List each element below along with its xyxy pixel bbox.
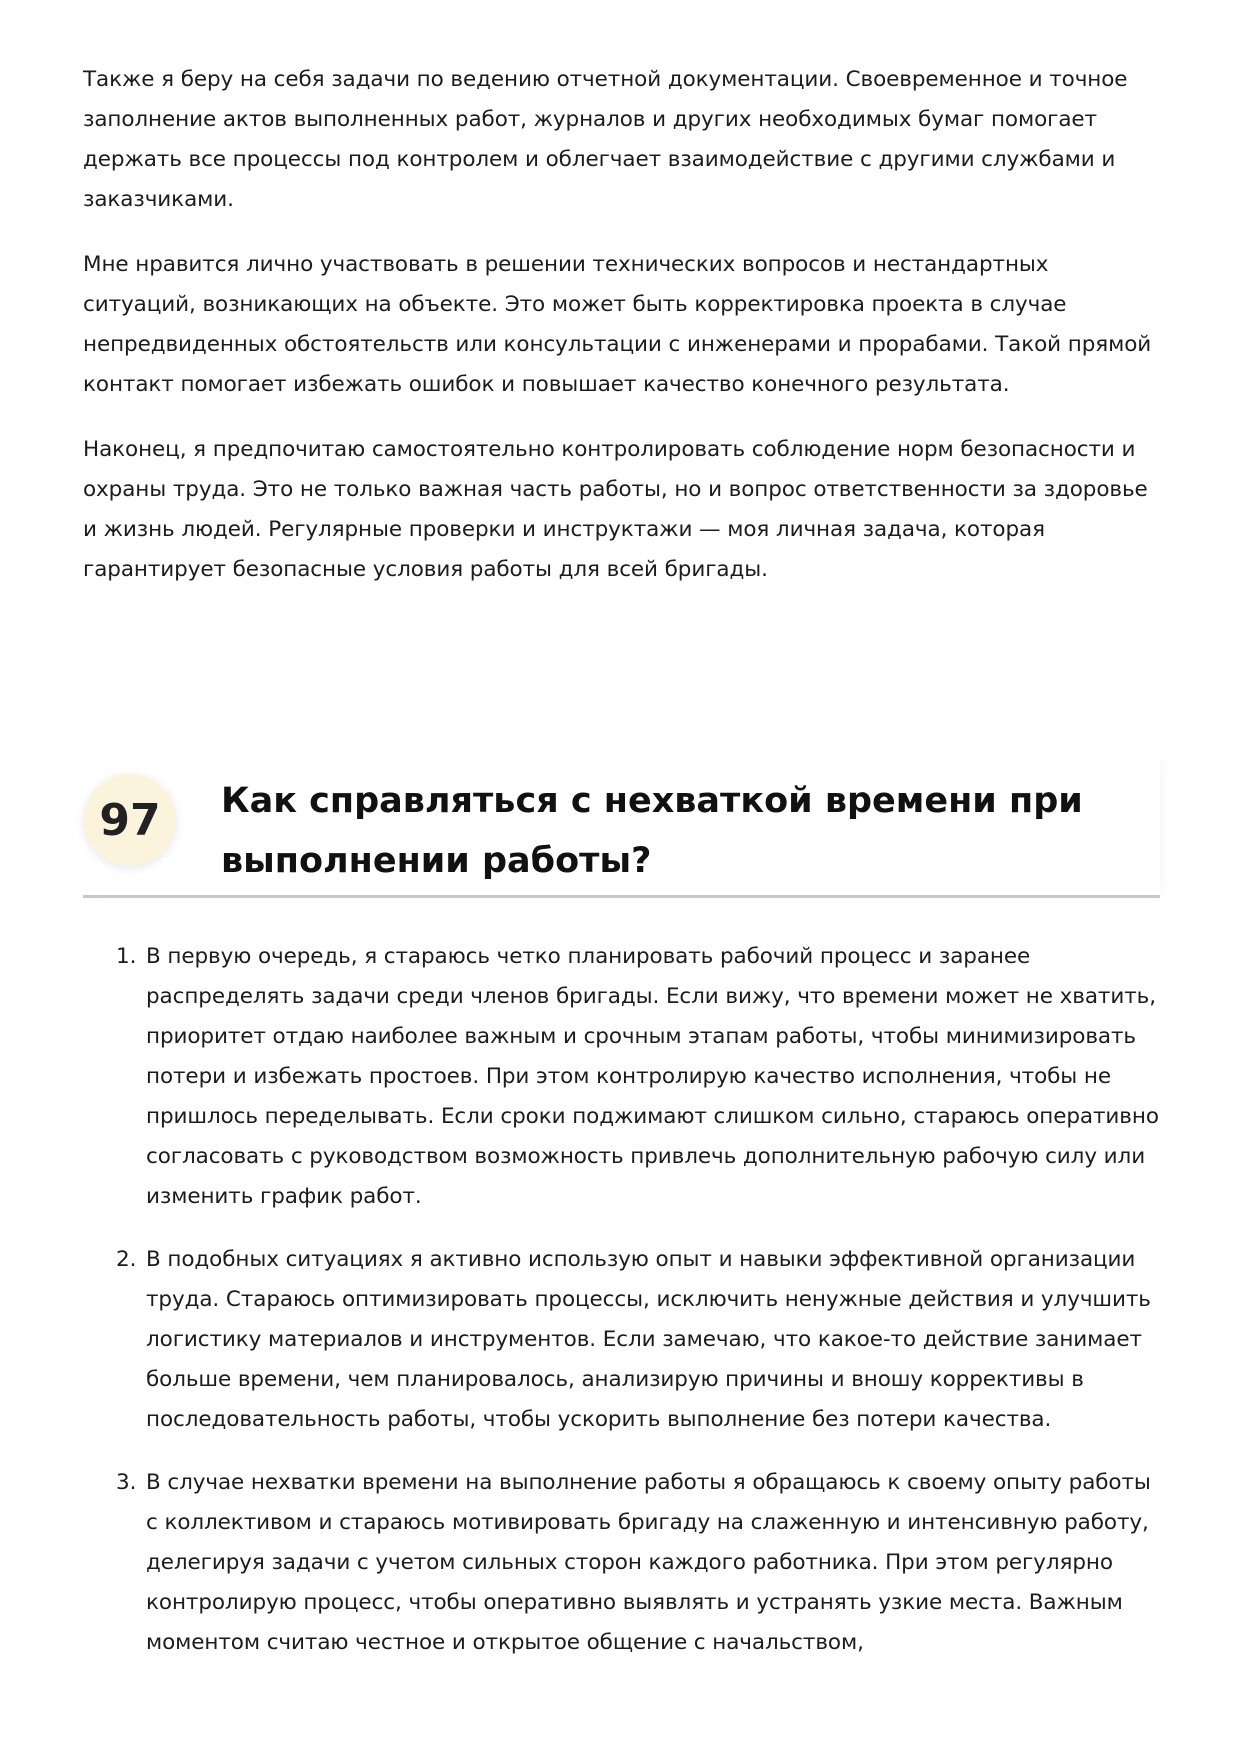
answer-number: 3. <box>116 1470 137 1495</box>
answer-item <box>116 1463 1166 1663</box>
question-title: Как справляться с нехваткой времени при выполнении работы? <box>221 781 1083 881</box>
paragraph-technical-issues: Мне нравится лично участвовать в решении технических вопросов и нестандартных ситуаций, возникающих на объекте. Это может быть корректировка проекта в случае непредвиденных обстоятельств или консультации с инженерами и прорабами. Такой прямой контакт помогает избежать ошибок и повышает качество конечного результата. <box>83 252 1152 397</box>
answer-list <box>116 937 1166 1686</box>
answer-item <box>116 937 1166 1217</box>
paragraph-documentation: Также я беру на себя задачи по ведению отчетной документации. Своевременное и точное заполнение актов выполненных работ, журналов и других необходимых бумаг помогает держать все процессы под контролем и облегчает взаимодействие с другими службами и заказчиками. <box>83 67 1128 212</box>
answer-text: В первую очередь, я стараюсь четко планировать рабочий процесс и заранее распределять задачи среди членов бригады. Если вижу, что времени может не хватить, приоритет отдаю наиболее важным и срочным этапам работы, чтобы минимизировать потери и избежать простоев. При этом контролирую качество исполнения, чтобы не пришлось переделывать. Если сроки поджимают слишком сильно, стараюсь оперативно согласовать с руководством возможность привлечь дополнительную рабочую силу или изменить график работ. <box>146 944 1159 1209</box>
question-header <box>83 755 1160 898</box>
question-number-badge: 97 <box>84 774 176 866</box>
answer-number: 1. <box>116 944 137 969</box>
answer-text: В случае нехватки времени на выполнение работы я обращаюсь к своему опыту работы с коллективом и стараюсь мотивировать бригаду на слаженную и интенсивную работу, делегируя задачи с учетом сильных сторон каждого работника. При этом регулярно контролирую процесс, чтобы оперативно выявлять и устранять узкие места. Важным моментом считаю честное и открытое общение с начальством, <box>146 1470 1151 1655</box>
answer-number: 2. <box>116 1247 137 1272</box>
answer-item <box>116 1240 1166 1440</box>
paragraph-safety: Наконец, я предпочитаю самостоятельно контролировать соблюдение норм безопасности и охраны труда. Это не только важная часть работы, но и вопрос ответственности за здоровье и жизнь людей. Регулярные проверки и инструктажи — моя личная задача, которая гарантирует безопасные условия работы для всей бригады. <box>83 437 1148 582</box>
answer-text: В подобных ситуациях я активно использую опыт и навыки эффективной организации труда. Стараюсь оптимизировать процессы, исключить ненужные действия и улучшить логистику материалов и инструментов. Если замечаю, что какое-то действие занимает больше времени, чем планировалось, анализирую причины и вношу коррективы в последовательность работы, чтобы ускорить выполнение без потери качества. <box>146 1247 1151 1432</box>
